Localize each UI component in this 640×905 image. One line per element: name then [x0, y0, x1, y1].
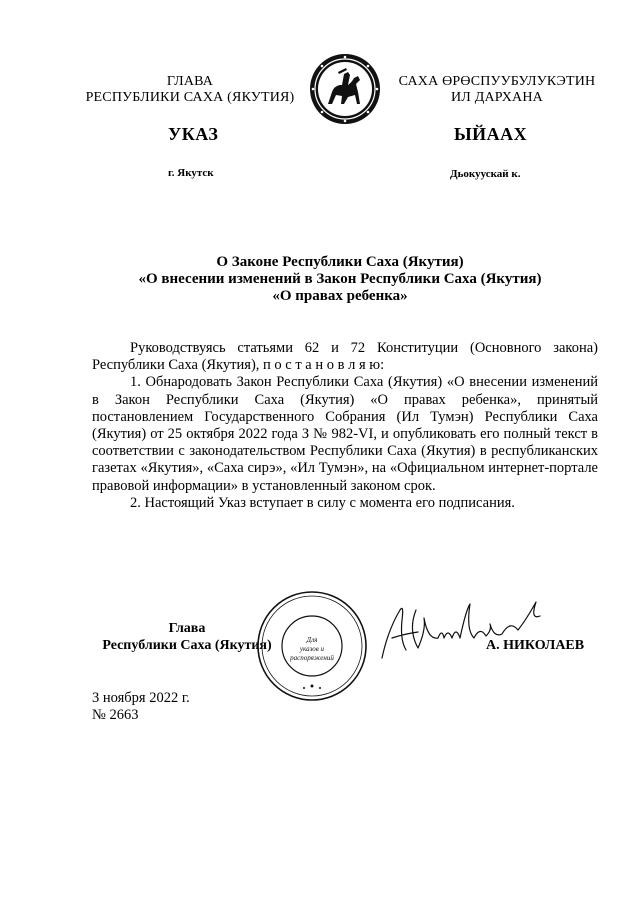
- document-date: 3 ноября 2022 г.: [92, 690, 190, 706]
- preamble-paragraph: Руководствуясь статьями 62 и 72 Конституции (Основного закона) Республики Саха (Якутия), п о с т а н о в л я ю:: [92, 340, 598, 374]
- svg-text:указов и: указов и: [299, 645, 325, 653]
- header-right: [386, 74, 608, 106]
- signer-position: [92, 620, 282, 654]
- document-title: [100, 254, 580, 305]
- header-left-line1: ГЛАВА: [166, 74, 214, 89]
- header-left-line2: РЕСПУБЛИКИ САХА (ЯКУТИЯ): [85, 90, 295, 105]
- city-left: г. Якутск: [168, 167, 214, 179]
- doc-type-left: УКАЗ: [168, 124, 219, 144]
- city-right: Дьокуускай к.: [450, 168, 521, 180]
- svg-text:Для: Для: [306, 636, 318, 644]
- document-date-number: [92, 690, 190, 724]
- document-body: [92, 340, 598, 512]
- svg-text:распоряжений: распоряжений: [290, 654, 334, 662]
- title-line1: О Законе Республики Саха (Якутия): [216, 254, 464, 270]
- handwritten-signature: [378, 590, 553, 670]
- signer-position-line1: Глава: [168, 621, 206, 636]
- title-line2: «О внесении изменений в Закон Республики Саха (Якутия): [138, 271, 542, 287]
- coat-of-arms-emblem: [308, 52, 382, 126]
- document-number: № 2663: [92, 707, 139, 723]
- doc-type-right: ЫЙААХ: [454, 124, 528, 144]
- official-stamp-seal: [256, 590, 368, 702]
- signer-position-line2: Республики Саха (Якутия): [102, 638, 272, 653]
- header-right-line1: САХА ӨРӨСПУУБУЛУКЭТИН: [398, 74, 596, 89]
- header-right-line2: ИЛ ДАРХАНА: [450, 90, 543, 105]
- signer-name: А. НИКОЛАЕВ: [486, 638, 585, 653]
- item-1-paragraph: 1. Обнародовать Закон Республики Саха (Якутия) «О внесении изменений в Закон Республики Саха (Якутия) «О правах ребенка», принятый постановлением Государственного Собрания (Ил Тумэн) Республики Саха (Якутия) от 25 октября 2022 года З № 982-VI, и опубликовать его полный текст в соответствии с законодательством Республики Саха (Якутия) в республиканских газетах «Якутия», «Саха сирэ», «Ил Тумэн», на «Официальном интернет-портале правовой информации» в установленный законом срок.: [92, 374, 598, 494]
- title-line3: «О правах ребенка»: [272, 288, 408, 304]
- header-left: [80, 74, 300, 106]
- item-2-paragraph: 2. Настоящий Указ вступает в силу с момента его подписания.: [130, 494, 515, 511]
